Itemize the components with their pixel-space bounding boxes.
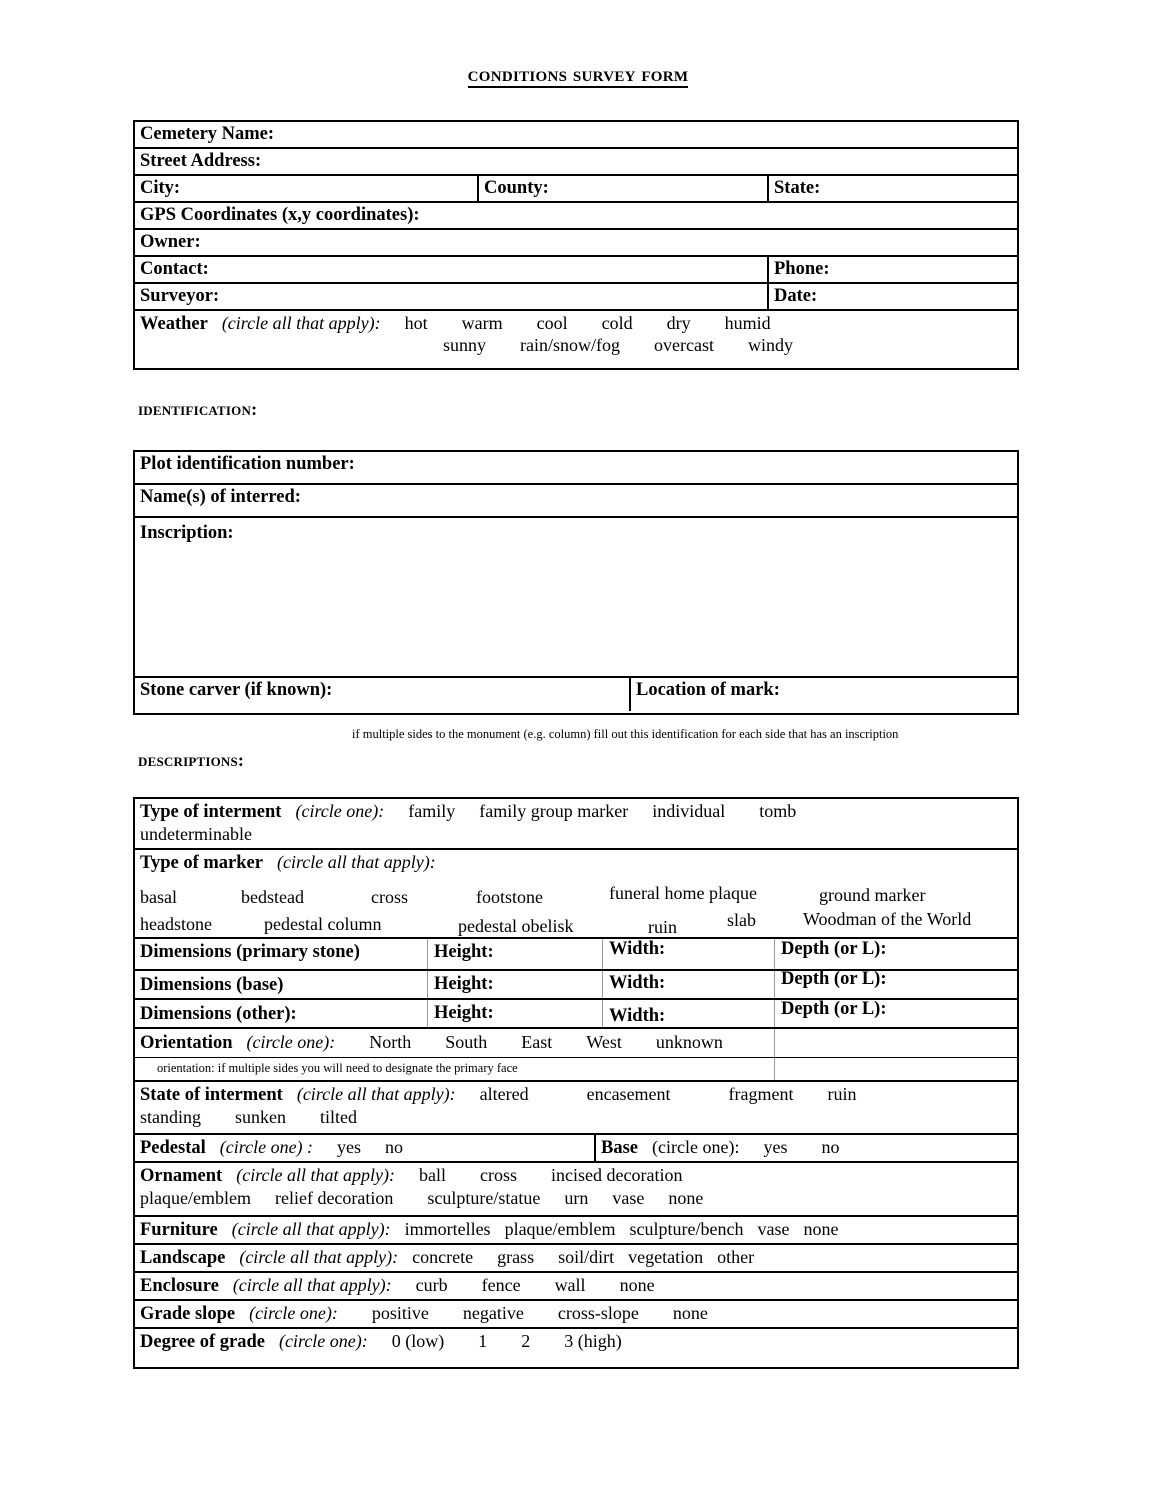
plot-id-cell[interactable] <box>135 452 1017 483</box>
pedestal-instruction: (circle one) : <box>219 1137 314 1157</box>
landscape-option-other[interactable]: other <box>717 1247 755 1267</box>
grade-slope-option-none[interactable]: none <box>672 1303 708 1323</box>
weather-option-hot[interactable]: hot <box>404 313 428 333</box>
base-instruction: (circle one): <box>652 1137 740 1157</box>
landscape-option-vegetation[interactable]: vegetation <box>628 1247 704 1267</box>
phone-label: Phone: <box>774 259 830 279</box>
weather-option-overcast[interactable]: overcast <box>654 334 714 355</box>
date-cell[interactable] <box>767 284 1017 309</box>
dimensions-other-height-divider <box>427 1000 428 1027</box>
grade-slope-option-negative[interactable]: negative <box>462 1303 524 1323</box>
marker-option-pedestal-obelisk[interactable]: pedestal obelisk <box>458 915 574 936</box>
names-interred-label: Name(s) of interred: <box>140 487 301 507</box>
dimensions-primary-label: Dimensions (primary stone) <box>140 942 360 962</box>
dimensions-other-depth-label[interactable]: Depth (or L): <box>781 999 887 1019</box>
state-option-ruin[interactable]: ruin <box>827 1084 857 1104</box>
grade-slope-cell[interactable] <box>135 1301 1017 1327</box>
table-row-dimensions-base <box>135 971 1017 1000</box>
orientation-option-unknown[interactable]: unknown <box>655 1032 723 1052</box>
table-row-surveyor-date <box>135 284 1017 311</box>
table-row-enclosure <box>135 1273 1017 1301</box>
grade-slope-instruction: (circle one): <box>249 1303 338 1323</box>
furniture-cell[interactable] <box>135 1217 1017 1243</box>
ornament-option-urn[interactable]: urn <box>564 1187 589 1208</box>
degree-option-2[interactable]: 2 <box>521 1331 531 1351</box>
type-of-interment-cell[interactable] <box>135 799 1017 848</box>
orientation-option-south[interactable]: South <box>445 1032 488 1052</box>
page-title <box>0 62 1156 88</box>
table-row-type-of-marker <box>135 850 1017 939</box>
table-row-dimensions-other <box>135 1000 1017 1029</box>
state-option-sunken[interactable]: sunken <box>235 1106 286 1127</box>
type-of-marker-line-2 <box>140 909 1017 935</box>
base-label: Base <box>601 1138 638 1158</box>
plot-id-label: Plot identification number: <box>140 454 355 474</box>
section-heading-identification: identification: <box>138 399 258 419</box>
base-option-yes[interactable]: yes <box>763 1137 788 1157</box>
landscape-option-grass[interactable]: grass <box>497 1247 535 1267</box>
dimensions-primary-depth-label[interactable]: Depth (or L): <box>781 939 887 959</box>
furniture-label: Furniture <box>140 1220 218 1240</box>
dimensions-other-label: Dimensions (other): <box>140 1004 297 1024</box>
type-of-marker-cell[interactable] <box>135 850 1017 937</box>
gps-coordinates-label: GPS Coordinates (x,y coordinates): <box>140 205 420 225</box>
dimensions-base-depth-label[interactable]: Depth (or L): <box>781 969 887 989</box>
table-row-dimensions-primary-stone <box>135 939 1017 971</box>
marker-option-headstone[interactable]: headstone <box>140 913 212 934</box>
orientation-option-west[interactable]: West <box>586 1032 622 1052</box>
interment-option-individual[interactable]: individual <box>652 801 726 821</box>
surveyor-label: Surveyor: <box>140 286 220 306</box>
state-option-tilted[interactable]: tilted <box>320 1106 357 1127</box>
furniture-option-plaque-emblem[interactable]: plaque/emblem <box>504 1219 616 1239</box>
degree-option-0-low[interactable]: 0 (low) <box>391 1331 445 1351</box>
location-of-mark-label: Location of mark: <box>636 680 780 700</box>
table-row-orientation <box>135 1029 1017 1058</box>
landscape-option-soil-dirt[interactable]: soil/dirt <box>558 1247 615 1267</box>
dimensions-base-depth-divider <box>774 971 775 998</box>
pedestal-option-yes[interactable]: yes <box>337 1137 362 1157</box>
furniture-instruction: (circle all that apply): <box>231 1219 391 1239</box>
table-row-type-of-interment <box>135 799 1017 850</box>
landscape-option-concrete[interactable]: concrete <box>412 1247 474 1267</box>
type-of-interment-line-2 <box>140 824 1017 846</box>
page-title-text: conditions survey form <box>468 63 689 88</box>
table-row-cemetery-name <box>135 122 1017 149</box>
inscription-label: Inscription: <box>140 523 234 543</box>
degree-of-grade-cell[interactable] <box>135 1329 1017 1355</box>
cemetery-name-label: Cemetery Name: <box>140 124 275 144</box>
type-of-marker-line-1 <box>140 883 1017 909</box>
table-row-degree-of-grade <box>135 1329 1017 1357</box>
city-cell[interactable] <box>135 176 477 201</box>
weather-line-2 <box>140 335 1017 357</box>
gps-coordinates-cell[interactable] <box>135 203 1017 228</box>
type-of-marker-heading-line <box>140 852 1017 874</box>
furniture-option-sculpture-bench[interactable]: sculpture/bench <box>629 1219 744 1239</box>
enclosure-option-none[interactable]: none <box>619 1275 655 1295</box>
cemetery-info-table <box>133 120 1019 370</box>
ornament-option-vase[interactable]: vase <box>612 1187 645 1208</box>
weather-option-humid[interactable]: humid <box>724 313 771 333</box>
interment-option-undeterminable[interactable]: undeterminable <box>140 823 252 844</box>
table-row-furniture <box>135 1217 1017 1245</box>
ornament-line-1 <box>140 1165 1017 1187</box>
table-row-stone-carver <box>135 678 1017 711</box>
enclosure-option-wall[interactable]: wall <box>554 1275 586 1295</box>
orientation-option-east[interactable]: East <box>521 1032 553 1052</box>
furniture-option-none[interactable]: none <box>803 1219 839 1239</box>
county-cell[interactable] <box>477 176 767 201</box>
weather-option-cold[interactable]: cold <box>601 313 633 333</box>
marker-option-ground-marker[interactable]: ground marker <box>819 884 926 905</box>
table-row-weather <box>135 311 1017 369</box>
marker-option-cross[interactable]: cross <box>371 886 408 907</box>
dimensions-base-width-divider <box>602 971 603 998</box>
dimensions-other-width-label[interactable]: Width: <box>609 1006 666 1026</box>
enclosure-instruction: (circle all that apply): <box>232 1275 392 1295</box>
inscription-cell[interactable] <box>135 518 1017 676</box>
table-row-gps-coordinates <box>135 203 1017 230</box>
cemetery-name-cell[interactable] <box>135 122 1017 147</box>
grade-slope-option-positive[interactable]: positive <box>371 1303 429 1323</box>
dimensions-base-label: Dimensions (base) <box>140 975 284 995</box>
type-of-interment-label: Type of interment <box>140 802 282 822</box>
pedestal-cell[interactable] <box>135 1135 594 1161</box>
state-of-interment-label: State of interment <box>140 1085 283 1105</box>
identification-table <box>133 450 1019 715</box>
table-row-state-of-interment <box>135 1082 1017 1135</box>
weather-instruction: (circle all that apply): <box>221 313 381 333</box>
section-heading-descriptions: descriptions: <box>138 750 245 770</box>
ornament-option-cross[interactable]: cross <box>480 1165 518 1185</box>
interment-option-family[interactable]: family <box>408 801 456 821</box>
contact-cell[interactable] <box>135 257 767 282</box>
furniture-option-vase[interactable]: vase <box>757 1219 790 1239</box>
marker-option-slab[interactable]: slab <box>727 909 756 930</box>
pedestal-option-no[interactable]: no <box>385 1137 404 1157</box>
dimensions-primary-height-label[interactable]: Height: <box>434 942 494 962</box>
marker-option-pedestal-column[interactable]: pedestal column <box>264 913 382 934</box>
type-of-marker-label: Type of marker <box>140 853 263 873</box>
enclosure-option-fence[interactable]: fence <box>481 1275 521 1295</box>
dimensions-other-depth-divider <box>774 1000 775 1027</box>
ornament-instruction: (circle all that apply): <box>236 1165 396 1185</box>
type-of-interment-instruction: (circle one): <box>295 801 385 821</box>
dimensions-base-width-label[interactable]: Width: <box>609 973 666 993</box>
table-row-orientation-note <box>135 1058 1017 1082</box>
ornament-option-incised-decoration[interactable]: incised decoration <box>551 1165 683 1185</box>
weather-cell[interactable] <box>135 311 1017 357</box>
county-label: County: <box>484 178 549 198</box>
weather-option-cool[interactable]: cool <box>536 313 568 333</box>
table-row-pedestal-base <box>135 1135 1017 1163</box>
state-option-encasement[interactable]: encasement <box>586 1084 671 1104</box>
type-of-marker-instruction: (circle all that apply): <box>276 852 436 872</box>
phone-cell[interactable] <box>767 257 1017 282</box>
dimensions-base-height-label[interactable]: Height: <box>434 974 494 994</box>
dimensions-other-height-label[interactable]: Height: <box>434 1003 494 1023</box>
table-row-city-county-state <box>135 176 1017 203</box>
table-row-contact-phone <box>135 257 1017 284</box>
weather-option-sunny[interactable]: sunny <box>443 334 487 355</box>
orientation-cell[interactable] <box>135 1029 1017 1056</box>
type-of-interment-line-1 <box>140 801 1017 823</box>
grade-slope-label: Grade slope <box>140 1304 236 1324</box>
weather-option-windy[interactable]: windy <box>747 334 793 355</box>
table-row-owner <box>135 230 1017 257</box>
stone-carver-label: Stone carver (if known): <box>140 680 333 700</box>
table-row-inscription <box>135 518 1017 678</box>
contact-label: Contact: <box>140 259 209 279</box>
orientation-instruction: (circle one): <box>246 1032 336 1052</box>
ornament-option-none[interactable]: none <box>668 1187 704 1208</box>
table-row-grade-slope <box>135 1301 1017 1329</box>
date-label: Date: <box>774 286 818 306</box>
state-of-interment-line-1 <box>140 1084 1017 1106</box>
state-option-altered[interactable]: altered <box>479 1084 529 1104</box>
degree-option-1[interactable]: 1 <box>478 1331 488 1351</box>
degree-of-grade-label: Degree of grade <box>140 1332 265 1352</box>
enclosure-label: Enclosure <box>140 1276 219 1296</box>
dimensions-base-height-divider <box>427 971 428 998</box>
marker-option-woodman-of-the-world[interactable]: Woodman of the World <box>803 908 972 929</box>
location-of-mark-cell[interactable] <box>629 678 1017 711</box>
orientation-note-column-divider <box>774 1058 775 1080</box>
state-of-interment-line-2 <box>140 1107 1017 1129</box>
surveyor-cell[interactable] <box>135 284 767 309</box>
marker-option-footstone[interactable]: footstone <box>476 886 543 907</box>
landscape-cell[interactable] <box>135 1245 1017 1271</box>
table-row-landscape <box>135 1245 1017 1273</box>
state-option-fragment[interactable]: fragment <box>728 1084 794 1104</box>
weather-option-dry[interactable]: dry <box>666 313 691 333</box>
state-of-interment-cell[interactable] <box>135 1082 1017 1131</box>
marker-option-basal[interactable]: basal <box>140 886 177 907</box>
state-option-standing[interactable]: standing <box>140 1106 201 1127</box>
landscape-instruction: (circle all that apply): <box>239 1247 399 1267</box>
ornament-label: Ornament <box>140 1166 223 1186</box>
enclosure-cell[interactable] <box>135 1273 1017 1299</box>
state-cell[interactable] <box>767 176 1017 201</box>
marker-option-bedstead[interactable]: bedstead <box>241 886 304 907</box>
interment-option-family-group-marker[interactable]: family group marker <box>479 801 629 821</box>
degree-of-grade-instruction: (circle one): <box>279 1331 368 1351</box>
orientation-note: orientation: if multiple sides you will need to designate the primary face <box>157 1061 518 1075</box>
weather-label: Weather <box>140 314 208 334</box>
weather-option-warm[interactable]: warm <box>461 313 503 333</box>
pedestal-label: Pedestal <box>140 1138 206 1158</box>
table-row-names-interred <box>135 485 1017 518</box>
weather-line-1 <box>140 313 1017 335</box>
descriptions-table <box>133 797 1019 1369</box>
ornament-line-2 <box>140 1188 1017 1210</box>
marker-option-funeral-home-plaque[interactable]: funeral home plaque <box>609 882 757 903</box>
orientation-label: Orientation <box>140 1033 233 1053</box>
landscape-label: Landscape <box>140 1248 226 1268</box>
ornament-option-sculpture-statue[interactable]: sculpture/statue <box>427 1187 541 1208</box>
stone-carver-cell[interactable] <box>135 678 629 711</box>
identification-footnote: if multiple sides to the monument (e.g. column) fill out this identification for each side that has an inscription <box>352 727 899 741</box>
dimensions-primary-width-label[interactable]: Width: <box>609 939 666 959</box>
orientation-option-north[interactable]: North <box>369 1032 412 1052</box>
owner-label: Owner: <box>140 232 201 252</box>
street-address-label: Street Address: <box>140 151 262 171</box>
furniture-option-immortelles[interactable]: immortelles <box>404 1219 491 1239</box>
ornament-option-relief-decoration[interactable]: relief decoration <box>274 1187 394 1208</box>
city-label: City: <box>140 178 181 198</box>
dimensions-primary-depth-divider <box>774 939 775 969</box>
names-interred-cell[interactable] <box>135 485 1017 516</box>
marker-option-ruin[interactable]: ruin <box>648 916 677 937</box>
street-address-cell[interactable] <box>135 149 1017 174</box>
dimensions-other-width-divider <box>602 1000 603 1027</box>
interment-option-tomb[interactable]: tomb <box>759 801 797 821</box>
state-of-interment-instruction: (circle all that apply): <box>296 1084 456 1104</box>
dimensions-primary-height-divider <box>427 939 428 969</box>
state-label: State: <box>774 178 821 198</box>
ornament-option-ball[interactable]: ball <box>419 1165 447 1185</box>
weather-option-rain-snow-fog[interactable]: rain/snow/fog <box>520 334 620 355</box>
base-option-no[interactable]: no <box>821 1137 840 1157</box>
orientation-column-divider <box>774 1029 775 1057</box>
ornament-option-plaque-emblem[interactable]: plaque/emblem <box>140 1187 251 1208</box>
table-row-ornament <box>135 1163 1017 1217</box>
owner-cell[interactable] <box>135 230 1017 255</box>
table-row-plot-id <box>135 452 1017 485</box>
enclosure-option-curb[interactable]: curb <box>415 1275 448 1295</box>
dimensions-primary-width-divider <box>602 939 603 969</box>
table-row-street-address <box>135 149 1017 176</box>
degree-option-3-high[interactable]: 3 (high) <box>564 1331 622 1351</box>
ornament-cell[interactable] <box>135 1163 1017 1212</box>
grade-slope-option-cross-slope[interactable]: cross-slope <box>557 1303 639 1323</box>
base-cell[interactable] <box>594 1135 1017 1161</box>
